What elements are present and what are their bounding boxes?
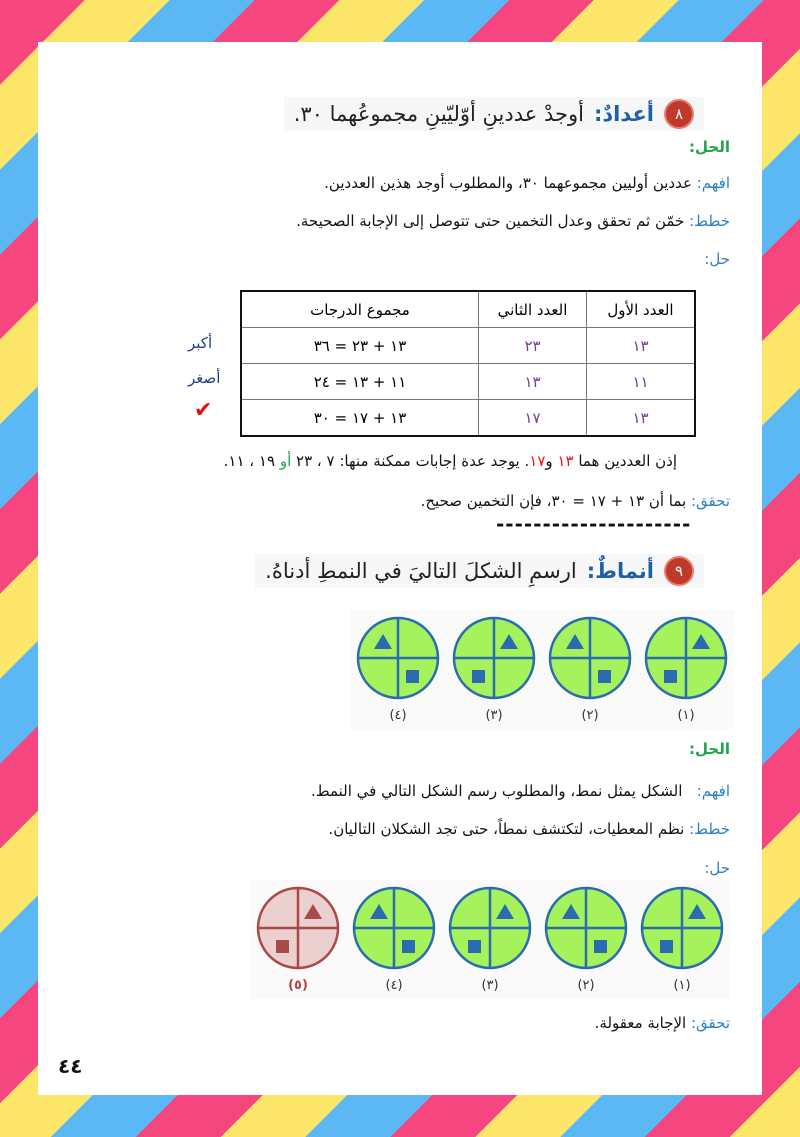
pattern-figure xyxy=(544,886,628,993)
understand-text: عددين أوليين مجموعهما ٣٠، والمطلوب أوجد هذين العددين. xyxy=(324,174,692,192)
table-cell: ١٣ xyxy=(587,400,696,437)
page-number: ٤٤ xyxy=(58,1054,83,1078)
understand-line xyxy=(324,174,730,192)
pattern-figures xyxy=(350,610,734,729)
note-smaller: أصغر xyxy=(188,369,221,387)
question-tag: أنماطٌ: xyxy=(586,559,654,583)
quadrant-circle xyxy=(256,886,340,970)
conclusion-text: . يوجد عدة إجابات ممكنة منها: ٧ ، ٢٣ xyxy=(291,452,530,470)
plan-text: خمّن ثم تحقق وعدل التخمين حتى تتوصل إلى الإجابة الصحيحة. xyxy=(296,212,685,230)
understand-text: الشكل يمثل نمط، والمطلوب رسم الشكل التالي في النمط. xyxy=(310,782,683,800)
or-word: أو xyxy=(279,452,292,470)
answer-number: ١٧ xyxy=(529,452,546,470)
check-line xyxy=(421,492,730,510)
square-icon xyxy=(402,940,415,953)
table-cell: ١١ xyxy=(587,364,696,400)
plan-label: خطط: xyxy=(689,820,730,838)
quadrant-circle xyxy=(644,616,728,700)
solution-heading: الحل: xyxy=(689,138,730,156)
plan-line xyxy=(296,212,730,230)
question-text: ارسمِ الشكلَ التاليَ في النمطِ أدناهُ. xyxy=(265,559,577,583)
conclusion-text: و xyxy=(545,452,558,470)
plan-text: نظم المعطيات، لتكتشف نمطاً، حتى تجد الشكلان التاليان. xyxy=(328,820,685,838)
divider: --------------------- xyxy=(496,512,692,536)
table-cell: ١٧ xyxy=(479,400,587,437)
figure-label: (١) xyxy=(673,978,691,993)
header-cell: العدد الأول xyxy=(587,291,696,328)
square-icon xyxy=(406,670,419,683)
square-icon xyxy=(468,940,481,953)
figure-label: (٢) xyxy=(581,708,599,723)
table-row xyxy=(241,328,695,364)
question-text: أوجدْ عددينِ أوّليّينِ مجموعُهما ٣٠. xyxy=(293,102,584,126)
pattern-figure xyxy=(452,616,536,723)
pattern-figure xyxy=(640,886,724,993)
plan-label: خطط: xyxy=(689,212,730,230)
figure-label: (٤) xyxy=(389,708,407,723)
table-cell: ١٣ + ١٧ = ٣٠ xyxy=(241,400,479,437)
quadrant-circle xyxy=(448,886,532,970)
solve-label: حل: xyxy=(704,859,730,877)
answer-figures xyxy=(250,880,730,999)
answer-number: ١٣ xyxy=(557,452,574,470)
quadrant-circle xyxy=(640,886,724,970)
understand-label: افهم: xyxy=(696,782,730,800)
square-icon xyxy=(598,670,611,683)
conclusion-line xyxy=(224,452,677,470)
check-line xyxy=(595,1014,730,1032)
square-icon xyxy=(660,940,673,953)
pattern-figure xyxy=(448,886,532,993)
square-icon xyxy=(276,940,289,953)
conclusion-text: إذن العددين هما xyxy=(573,452,677,470)
table-cell: ١٣ xyxy=(479,364,587,400)
figure-label: (١) xyxy=(677,708,695,723)
understand-line xyxy=(311,782,730,800)
worksheet-page xyxy=(38,42,762,1095)
question-8-heading xyxy=(284,97,704,131)
solve-label: حل: xyxy=(704,250,730,268)
table-cell: ١٣ + ٢٣ = ٣٦ xyxy=(241,328,479,364)
table-cell: ١٣ xyxy=(587,328,696,364)
figure-label: (٣) xyxy=(485,708,503,723)
solution-heading: الحل: xyxy=(689,740,730,758)
pattern-figure xyxy=(356,616,440,723)
square-icon xyxy=(472,670,485,683)
question-number-badge: ٨ xyxy=(664,99,694,129)
figure-label: (٥) xyxy=(288,978,308,993)
quadrant-circle xyxy=(544,886,628,970)
table-row xyxy=(241,364,695,400)
quadrant-circle xyxy=(548,616,632,700)
conclusion-text: ١٩ ، ١١. xyxy=(223,452,280,470)
square-icon xyxy=(594,940,607,953)
quadrant-circle xyxy=(352,886,436,970)
pattern-figure xyxy=(548,616,632,723)
checkmark-icon: ✔ xyxy=(194,398,213,423)
check-label: تحقق: xyxy=(690,492,730,510)
header-cell: مجموع الدرجات xyxy=(241,291,479,328)
pattern-figure xyxy=(256,886,340,993)
guess-check-table xyxy=(240,290,696,437)
quadrant-circle xyxy=(452,616,536,700)
header-cell: العدد الثاني xyxy=(479,291,587,328)
understand-label: افهم: xyxy=(696,174,730,192)
plan-line xyxy=(328,820,730,838)
quadrant-circle xyxy=(356,616,440,700)
check-label: تحقق: xyxy=(690,1014,730,1032)
pattern-figure xyxy=(644,616,728,723)
square-icon xyxy=(664,670,677,683)
figure-label: (٣) xyxy=(481,978,499,993)
check-text: الإجابة معقولة. xyxy=(594,1014,687,1032)
table-cell: ٢٣ xyxy=(479,328,587,364)
question-tag: أعدادٌ: xyxy=(593,102,654,126)
table-header-row xyxy=(241,291,695,328)
question-9-heading xyxy=(255,554,704,588)
check-text: بما أن ١٣ + ١٧ = ٣٠، فإن التخمين صحيح. xyxy=(420,492,687,510)
note-larger: أكبر xyxy=(188,334,213,352)
figure-label: (٢) xyxy=(577,978,595,993)
figure-label: (٤) xyxy=(385,978,403,993)
table-row xyxy=(241,400,695,437)
question-number-badge: ٩ xyxy=(664,556,694,586)
pattern-figure xyxy=(352,886,436,993)
table-cell: ١١ + ١٣ = ٢٤ xyxy=(241,364,479,400)
